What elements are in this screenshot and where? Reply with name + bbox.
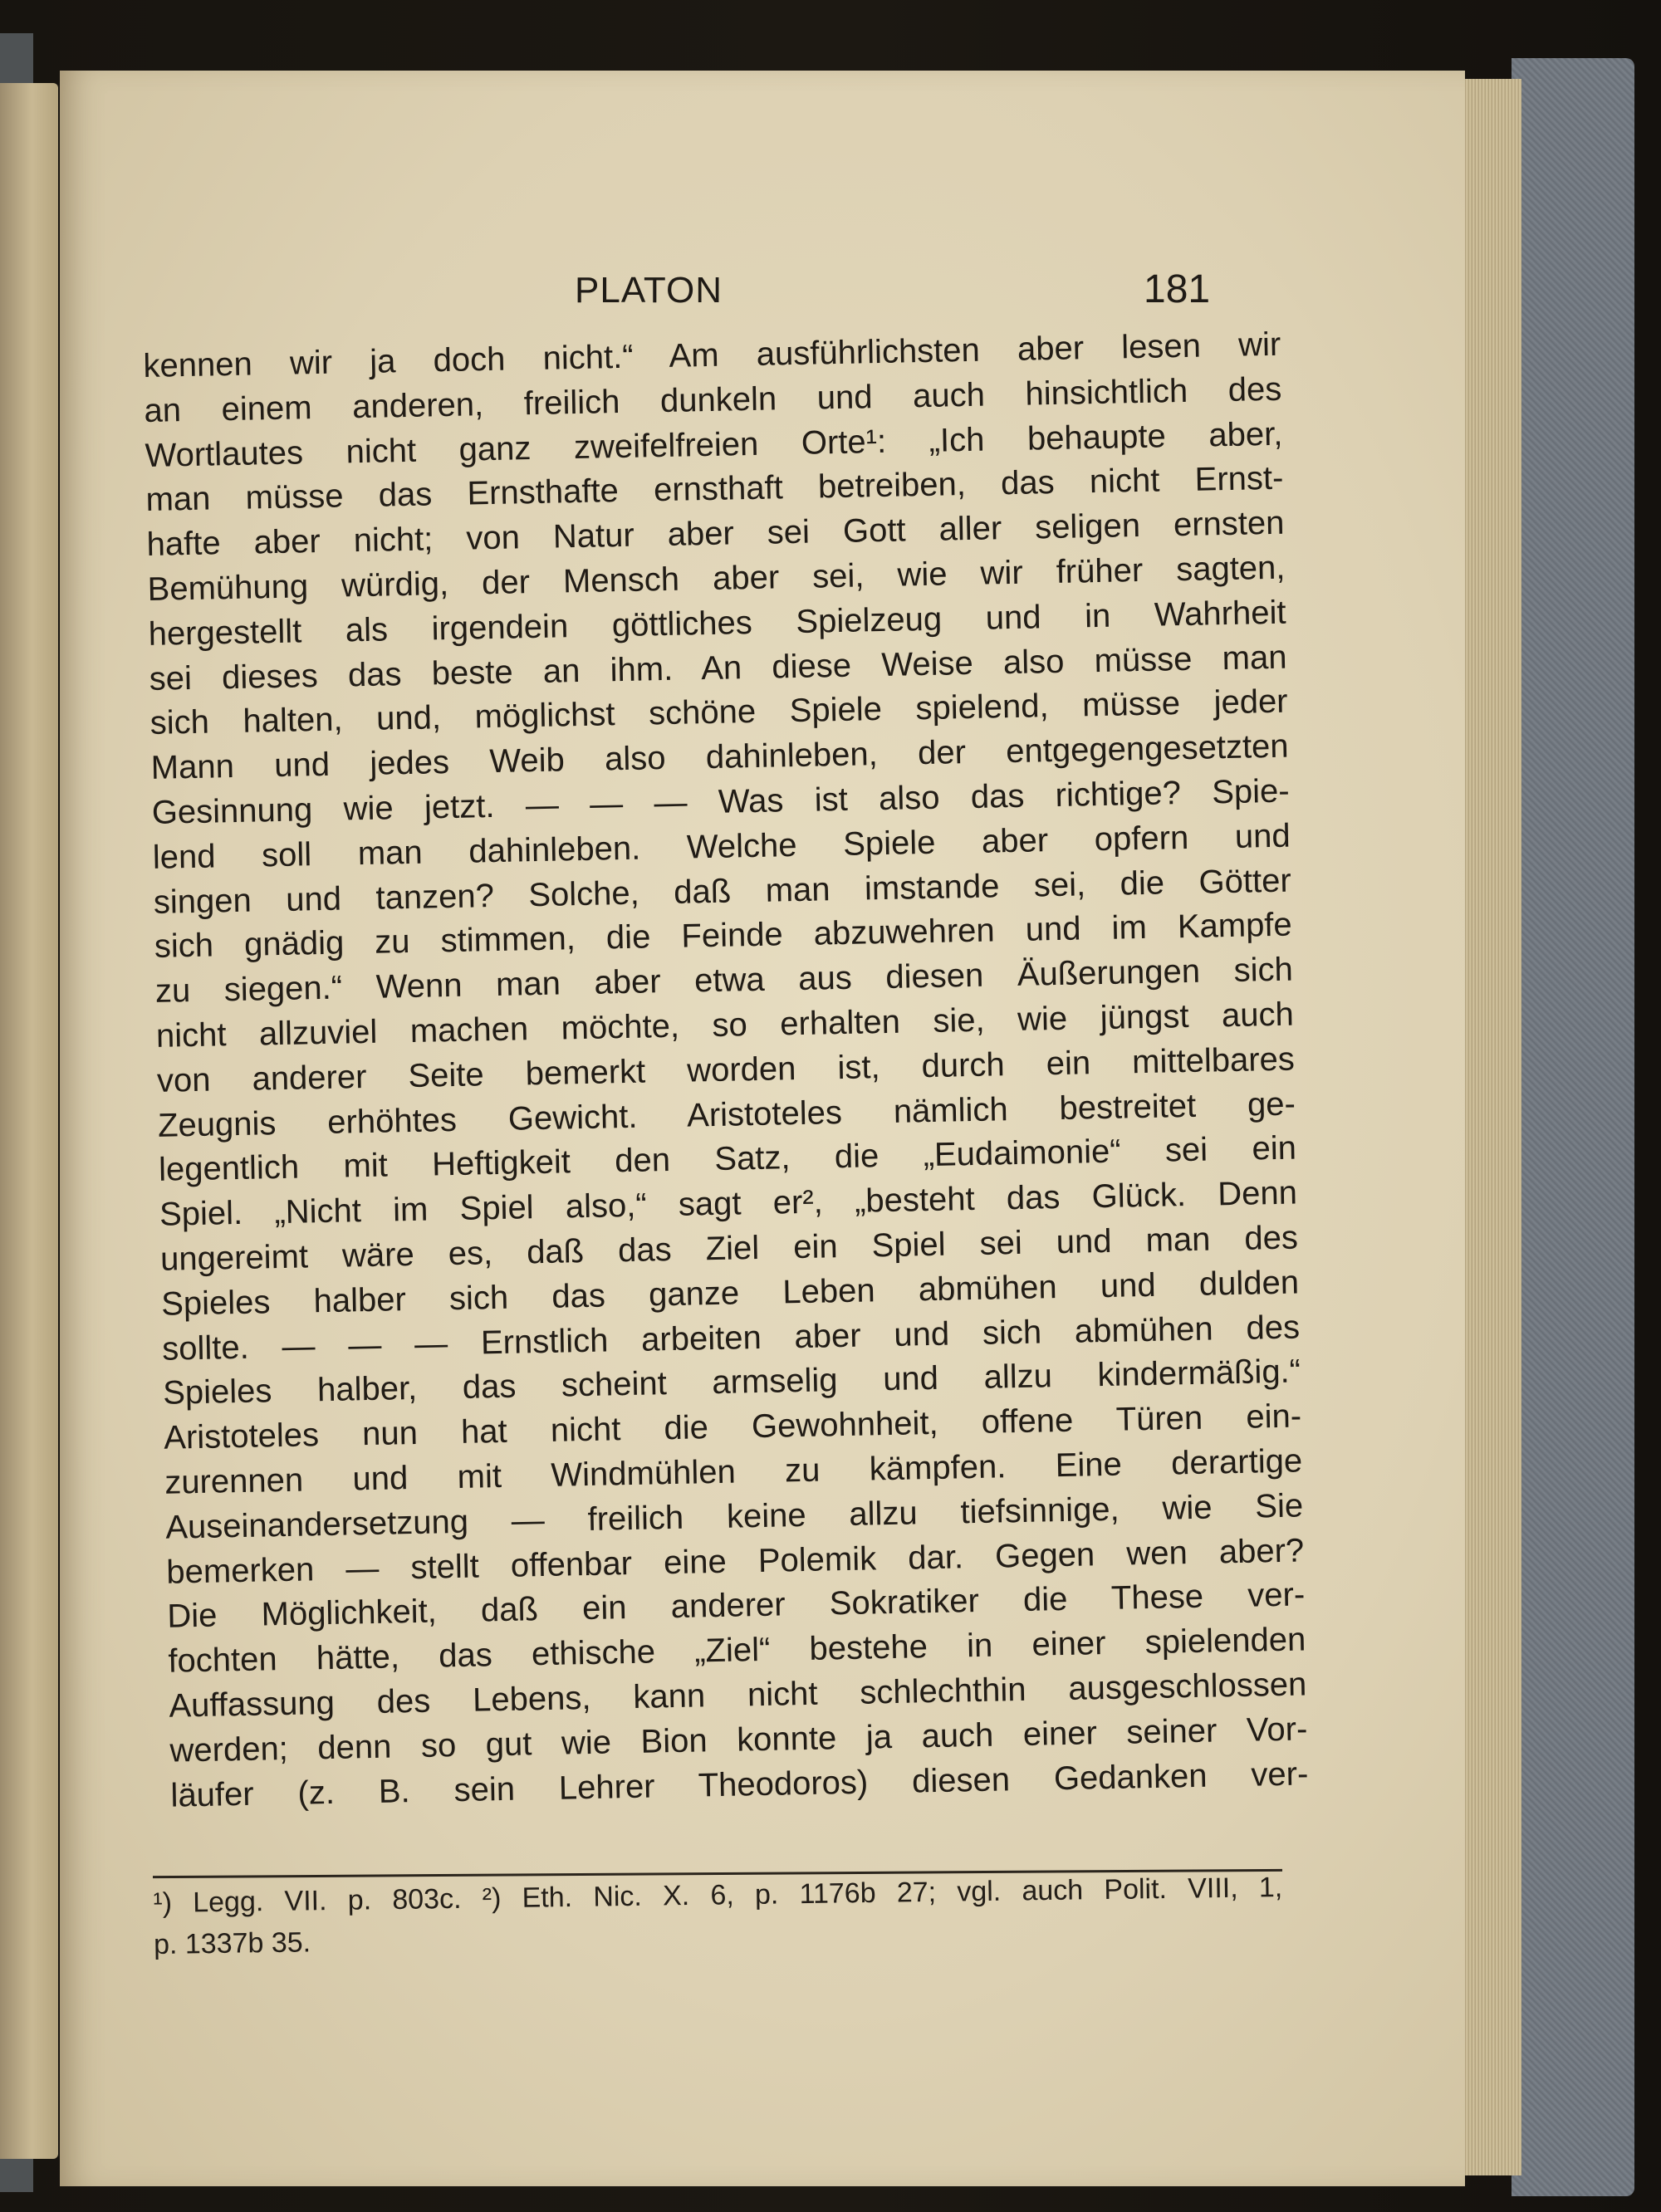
body-text — [143, 323, 1309, 1818]
text-line: läufer (z. B. sein Lehrer Theodoros) diesen Gedanken ver- — [170, 1754, 1309, 1814]
running-title: PLATON — [575, 270, 723, 311]
page-number: 181 — [1144, 267, 1211, 311]
text-line: hergestellt als irgendein göttliches Spielzeug und in Wahrheit — [148, 594, 1286, 653]
page-header — [60, 267, 1465, 320]
right-book-cover — [1512, 58, 1634, 2196]
text-line: fochten hätte, das ethische „Ziel“ bestehe in einer spielenden — [168, 1621, 1306, 1680]
text-line: Spiel. „Nicht im Spiel also,“ sagt er², „besteht das Glück. Denn — [159, 1174, 1298, 1233]
footnote-line: p. 1337b 35. — [153, 1926, 311, 1960]
footnote-line: ¹) Legg. VII. p. 803c. ²) Eth. Nic. X. 6, p. 1176b 27; vgl. auch Polit. VIII, 1, — [153, 1872, 1283, 1919]
text-line: sei dieses das beste an ihm. An diese Weise also müsse man — [149, 639, 1287, 697]
footnotes — [153, 1867, 1283, 1965]
text-line: Spieles halber sich das ganze Leben abmühen und dulden — [160, 1264, 1300, 1323]
text-line: Wortlautes nicht ganz zweifelfreien Orte¹: „Ich behaupte aber, — [145, 415, 1283, 474]
text-line: Spieles halber, das scheint armselig und allzu kindermäßig.“ — [162, 1353, 1301, 1412]
text-line: hafte aber nicht; von Natur aber sei Gott aller seligen ernsten — [146, 504, 1285, 564]
text-line: von anderer Seite bemerkt worden ist, durch ein mittelbares — [156, 1040, 1296, 1099]
text-line: an einem anderen, freilich dunkeln und auch hinsichtlich des — [144, 370, 1282, 429]
previous-page-edge — [0, 83, 58, 2159]
text-line: Mann und jedes Weib also dahinleben, der entgegengesetzten — [150, 727, 1289, 787]
page-block-edges — [1462, 79, 1521, 2175]
text-line: bemerken — stellt offenbar eine Polemik dar. Gegen wen aber? — [165, 1531, 1305, 1591]
text-line: Die Möglichkeit, daß ein anderer Sokratiker die These ver- — [166, 1576, 1306, 1636]
text-line: nicht allzuviel machen möchte, so erhalten sie, wie jüngst auch — [155, 996, 1295, 1055]
text-line: man müsse das Ernsthafte ernsthaft betreiben, das nicht Ernst- — [145, 460, 1284, 519]
text-line: sich gnädig zu stimmen, die Feinde abzuwehren und im Kampfe — [154, 906, 1293, 966]
text-line: ungereimt wäre es, daß das Ziel ein Spiel sei und man des — [159, 1219, 1299, 1278]
text-line: zurennen und mit Windmühlen zu kämpfen. Eine derartige — [164, 1442, 1303, 1501]
text-line: kennen wir ja doch nicht.“ Am ausführlichsten aber lesen wir — [143, 325, 1281, 384]
text-line: lend soll man dahinleben. Welche Spiele aber opfern und — [152, 817, 1291, 876]
book-page — [60, 71, 1465, 2186]
text-line: Zeugnis erhöhtes Gewicht. Aristoteles nämlich bestreitet ge- — [157, 1085, 1296, 1144]
text-line: Aristoteles nun hat nicht die Gewohnheit, offene Türen ein- — [163, 1397, 1302, 1456]
text-line: zu siegen.“ Wenn man aber etwa aus diesen Äußerungen sich — [154, 951, 1294, 1011]
text-line: werden; denn so gut wie Bion konnte ja auch einer seiner Vor- — [169, 1710, 1308, 1769]
text-line: sollte. — — — Ernstlich arbeiten aber und sich abmühen des — [161, 1309, 1301, 1368]
text-line: Auseinandersetzung — freilich keine allzu tiefsinnige, wie Sie — [164, 1487, 1304, 1546]
text-line: Gesinnung wie jetzt. — — — Was ist also das richtige? Spie- — [151, 772, 1290, 831]
text-line: sich halten, und, möglichst schöne Spiele spielend, müsse jeder — [149, 683, 1288, 742]
text-line: legentlich mit Heftigkeit den Satz, die „Eudaimonie“ sei ein — [158, 1129, 1297, 1189]
text-line: Auffassung des Lebens, kann nicht schlechthin ausgeschlossen — [169, 1666, 1307, 1725]
text-line: singen und tanzen? Solche, daß man imstande sei, die Götter — [153, 862, 1292, 921]
text-line: Bemühung würdig, der Mensch aber sei, wie wir früher sagten, — [147, 549, 1286, 608]
